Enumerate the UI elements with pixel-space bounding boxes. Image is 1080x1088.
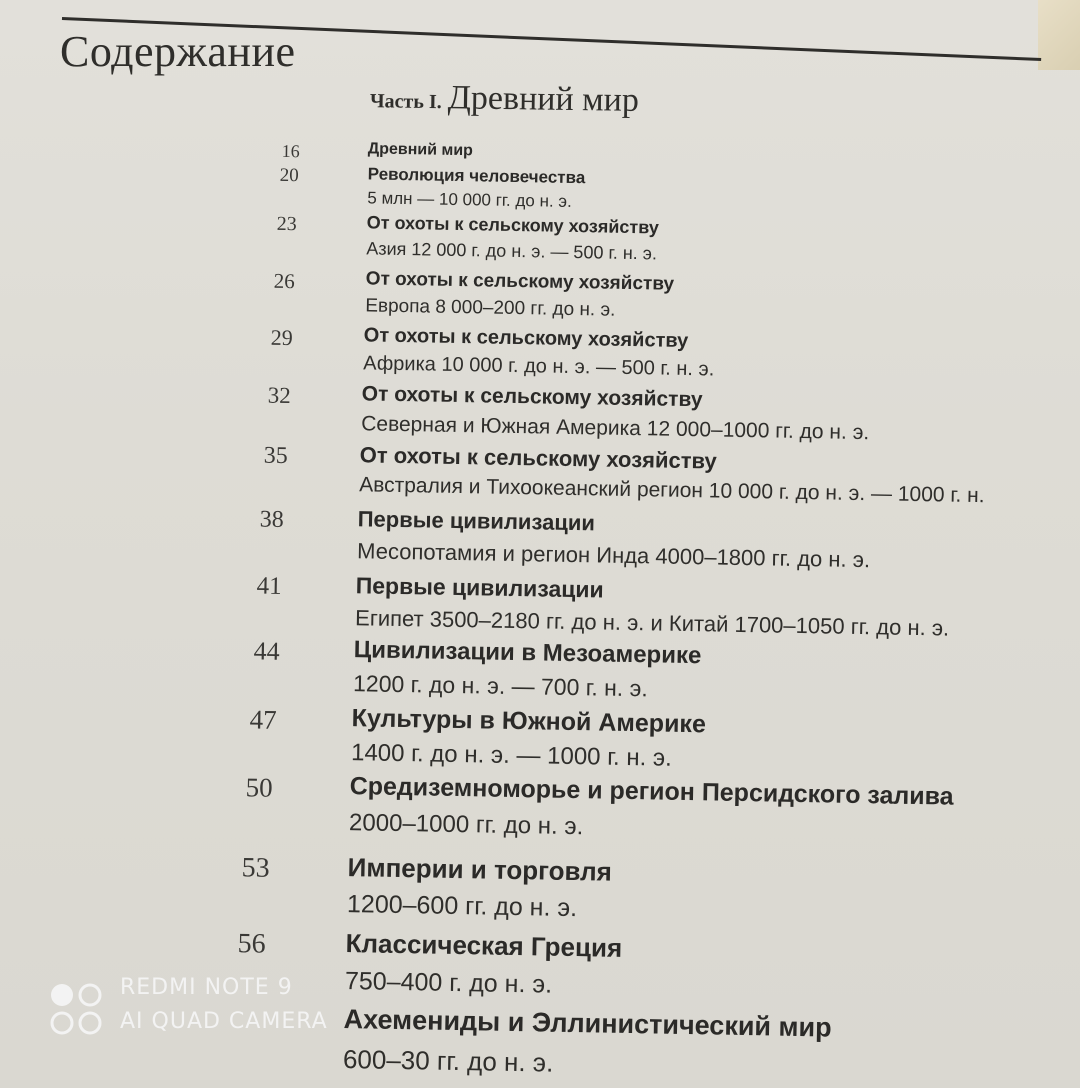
toc-page-number: 41	[256, 572, 282, 600]
toc-heading: Древний мир	[367, 140, 474, 160]
toc-heading: От охоты к сельскому хозяйству	[366, 212, 660, 238]
toc-page-number: 26	[273, 268, 295, 294]
toc-heading: Цивилизации в Мезоамерике	[353, 636, 702, 670]
toc-heading: От охоты к сельскому хозяйству	[363, 324, 689, 353]
toc-entry	[0, 566, 1080, 641]
toc-heading: Средиземноморье и регион Персидского залива	[349, 772, 954, 811]
toc-heading: Революция человечества	[367, 164, 586, 188]
camera-logo-icon	[48, 981, 108, 1037]
toc-heading: Классическая Греция	[345, 928, 623, 963]
toc-subtitle: 1400 г. до н. э. — 1000 г. н. э.	[350, 739, 673, 772]
toc-entry	[0, 262, 1080, 321]
toc-page-number: 32	[267, 382, 291, 409]
toc-heading: От охоты к сельскому хозяйству	[361, 382, 703, 412]
toc-subtitle: Европа 8 000–200 гг. до н. э.	[365, 295, 616, 321]
part-label: Часть I.	[369, 90, 442, 114]
toc-subtitle: Северная и Южная Америка 12 000–1000 гг. до н. э.	[361, 412, 870, 445]
toc-heading: Культуры в Южной Америке	[351, 704, 707, 739]
toc-page-number: 38	[259, 506, 284, 533]
toc-subtitle: 5 млн — 10 000 гг. до н. э.	[367, 188, 572, 211]
toc-page-number: 53	[241, 852, 270, 884]
toc-page-number: 56	[237, 928, 266, 960]
toc-subtitle: Африка 10 000 г. до н. э. — 500 г. н. э.	[363, 352, 715, 381]
page-title: Содержание	[60, 27, 296, 76]
toc-subtitle: Месопотамия и регион Инда 4000–1800 гг. до н. э.	[356, 538, 871, 573]
toc-subtitle: 1200 г. до н. э. — 700 г. н. э.	[352, 670, 648, 702]
toc-page-number: 16	[281, 140, 300, 162]
toc-subtitle: 600–30 гг. до н. э.	[342, 1043, 554, 1078]
toc-entry	[0, 158, 1080, 211]
toc-page-number: 47	[249, 704, 277, 735]
toc-heading: Первые цивилизации	[355, 572, 604, 603]
toc-subtitle: 1200–600 гг. до н. э.	[346, 890, 578, 923]
toc-heading: От охоты к сельскому хозяйству	[365, 268, 675, 295]
toc-page-number: 50	[245, 772, 273, 803]
toc-subtitle: Азия 12 000 г. до н. э. — 500 г. н. э.	[366, 238, 658, 264]
part-heading	[370, 78, 639, 120]
toc-subtitle: Египет 3500–2180 гг. до н. э. и Китай 1700–1050 гг. до н. э.	[354, 605, 950, 641]
toc-page-number: 44	[253, 636, 280, 666]
watermark-line-1: REDMI NOTE 9	[120, 975, 293, 1000]
toc-page-number: 29	[270, 324, 293, 351]
toc-entry	[0, 376, 1080, 445]
part-name: Древний мир	[447, 79, 640, 119]
toc-page-number: 23	[276, 212, 297, 236]
toc-subtitle: 2000–1000 гг. до н. э.	[348, 809, 584, 841]
toc-heading: От охоты к сельскому хозяйству	[359, 442, 717, 474]
toc-entry	[0, 134, 1080, 162]
toc-page-number: 20	[279, 164, 299, 187]
toc-page-number: 35	[263, 442, 288, 470]
toc-entry	[0, 698, 1080, 772]
toc-heading: Первые цивилизации	[357, 506, 596, 536]
page-edge	[1038, 0, 1080, 70]
toc-heading: Ахемениды и Эллинистический мир	[343, 1004, 832, 1043]
toc-heading: Империи и торговля	[347, 852, 613, 887]
watermark-line-2: AI QUAD CAMERA	[120, 1009, 328, 1034]
toc-subtitle: 750–400 г. до н. э.	[344, 967, 553, 999]
toc-entry	[0, 318, 1080, 381]
toc-subtitle: Австралия и Тихоокеанский регион 10 000 г. до н. э. — 1000 г. н.	[359, 473, 985, 508]
toc-entry	[0, 846, 1080, 923]
